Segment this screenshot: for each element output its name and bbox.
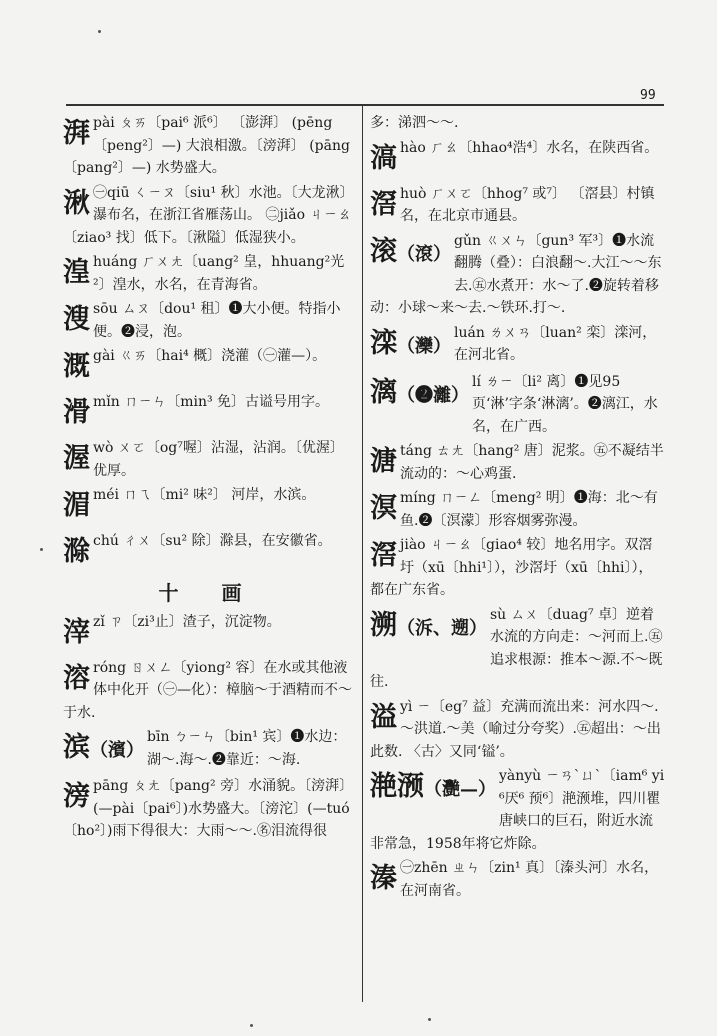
entry-list-before [63, 112, 355, 574]
entry-text: hào ㄏㄠ〔hhao⁴浩⁴〕水名，在陕西省。 [400, 139, 659, 156]
headword-main: 滦 [370, 327, 397, 359]
entry-text: sōu ㄙㄡ〔dou¹ 租〕❶大小便。特指小便。❷浸，泡。 [93, 301, 341, 340]
headword-variant: （灤） [397, 335, 451, 357]
headword: 滑 [63, 397, 90, 428]
dictionary-entry [63, 657, 355, 725]
entry-text: 多：涕泗～～. [370, 115, 459, 131]
entry-text: zǐ ㄗ〔zi³止〕渣子，沉淀物。 [93, 613, 281, 630]
headword: 溉 [63, 351, 90, 382]
headword [370, 322, 451, 369]
headword-main: 滟滪 [370, 771, 424, 802]
entry-text: huò ㄏㄨㄛ〔hhog⁷ 或⁷〕 〔滘县〕村镇名，在北京市通县。 [400, 185, 655, 224]
headword-variant: （泝、遡） [397, 617, 487, 639]
headword [370, 230, 451, 277]
dictionary-entry [370, 440, 666, 485]
dictionary-entry [63, 611, 355, 655]
top-rule [66, 104, 664, 106]
entry-text: chú ㄔㄨ〔su² 除〕滁县，在安徽省。 [93, 533, 332, 549]
entry-text: luán ㄌㄨㄢ〔luan² 栾〕滦河，在河北省。 [454, 324, 657, 363]
headword: 滘 [370, 540, 397, 571]
dictionary-entry [63, 437, 355, 482]
headword: 湃 [63, 118, 90, 149]
headword-variant: （灧—） [424, 779, 496, 800]
entry-text: sù ㄙㄨ〔duag⁷ 卓〕逆着水流的方向走：～河而上.㊄追求根源：推本～源.不～既往. [370, 606, 663, 690]
dictionary-entry [63, 775, 355, 843]
headword: 溢 [370, 701, 397, 733]
dictionary-entry [370, 487, 666, 532]
headword [370, 371, 469, 418]
dictionary-entry [370, 534, 666, 602]
headword: 渥 [63, 443, 90, 474]
dictionary-entry [63, 391, 355, 435]
dictionary-entry [370, 765, 666, 855]
dictionary-entry [63, 484, 355, 528]
scan-speck [428, 1018, 431, 1021]
dictionary-entry [63, 182, 355, 250]
entry-text: mǐn ㄇㄧㄣ〔min³ 免〕古谥号用字。 [93, 394, 330, 410]
headword [370, 604, 487, 651]
headword: 溱 [370, 863, 397, 894]
headword: 滓 [63, 616, 90, 648]
scan-speck [40, 548, 43, 551]
entry-text: yànyù ㄧㄢˋㄩˋ〔iam⁶ yi⁶厌⁶ 预⁶〕滟滪堆，四川瞿唐峡口的巨石，附近水流非常急，1958年将它炸除。 [370, 768, 665, 852]
left-column [63, 112, 355, 1002]
dictionary-entry [370, 183, 666, 228]
dictionary-entry [63, 726, 355, 773]
headword: 溏 [370, 446, 397, 477]
dictionary-entry [370, 371, 666, 439]
headword: 滈 [370, 142, 397, 174]
entry-text: jiào ㄐㄧㄠ〔giao⁴ 较〕地名用字。双滘圩（xū〔hhi¹〕），沙滘圩（xū〔hhi〕），都在广东省。 [370, 537, 653, 598]
dictionary-entry [63, 530, 355, 574]
headword-variant: （滾） [397, 243, 451, 265]
entry-text: huáng ㄏㄨㄤ〔uang² 皇，hhuang²光²〕湟水，水名，在青海省。 [93, 254, 345, 293]
headword [63, 726, 144, 773]
entry-text: ㊀qiū ㄑㄧㄡ〔siu¹ 秋〕水池。〔大龙湫〕瀑布名，在浙江省雁荡山。 ㊁jiǎo ㄐㄧㄠ〔ziao³ 找〕低下。〔湫隘〕低湿狭小。 [63, 184, 354, 246]
entry-list-after [63, 611, 355, 843]
headword: 溲 [63, 304, 90, 335]
entry-text: bīn ㄅㄧㄣ〔bin¹ 宾〕❶水边：湖～.海～.❷靠近：～海. [147, 729, 347, 768]
entry-text: pāng ㄆㄤ〔pang² 旁〕水涌貌。〔滂湃〕(—pài〔pai⁶〕)水势盛大。〔滂沱〕(—tuó〔ho²〕)雨下得很大：大雨～～.㊔泪流得很 [63, 778, 354, 839]
headword: 湟 [63, 257, 90, 288]
headword-main: 滨 [63, 732, 90, 763]
entry-text: ㊀zhēn ㄓㄣ〔zin¹ 真〕〔溱头河〕水名，在河南省。 [400, 860, 659, 899]
headword: 滁 [63, 536, 90, 567]
headword: 湄 [63, 490, 90, 521]
dictionary-entry [370, 696, 666, 764]
headword: 滂 [63, 781, 90, 812]
scan-speck [98, 30, 101, 33]
entry-text: gài ㄍㄞ〔hai⁴ 概〕浇灌（㊀灌—）。 [93, 348, 327, 364]
headword: 溟 [370, 493, 397, 524]
page-number: 99 [640, 88, 656, 103]
headword-variant: （❷灕） [397, 384, 469, 406]
dictionary-entry [63, 345, 355, 389]
entry-text: gǔn ㄍㄨㄣ〔gun³ 军³〕❶水流翻腾（叠）：白浪翻～.大江～～东去.㊄水煮开：水～了.❷旋转着移动：小球～来～去.～铁环.打～. [370, 232, 662, 316]
entry-text: míng ㄇㄧㄥ〔meng² 明〕❶海：北～有鱼.❷〔溟濛〕形容烟雾弥漫。 [400, 490, 658, 529]
headword-variant: （濱） [90, 740, 144, 761]
entry-text: yì ㄧ〔eg⁷ 益〕充满而流出来：河水四～.～洪道.～美（喻过分夸奖）.㊄超出：～出此数. 〈古〉又同‘镒’。 [370, 698, 661, 760]
dictionary-entry [63, 251, 355, 296]
headword-main: 溯 [370, 609, 397, 641]
headword: 滘 [370, 188, 397, 220]
column-divider [362, 104, 363, 1002]
right-column [370, 112, 666, 1002]
entry-text: pài ㄆㄞ〔pai⁶ 派⁶〕 〔澎湃〕 (pēng〔peng²〕—) 大浪相激。〔滂湃〕 (pāng〔pang²〕—) 水势盛大。 [63, 115, 350, 176]
entry-text: táng ㄊㄤ〔hang² 唐〕泥浆。㊄不凝结半流动的：～心鸡蛋. [400, 443, 664, 482]
entry-text: wò ㄨㄛ〔og⁷喔〕沾湿，沾润。〔优渥〕优厚。 [93, 440, 344, 479]
entry-text: lí ㄌㄧ〔li² 离〕❶见95页‘淋’字条‘淋漓’。❷漓江，水名，在广西。 [472, 373, 658, 435]
entry-text: róng ㄖㄨㄥ〔yiong² 容〕在水或其他液体中化开（㊀—化）：樟脑～于酒精而不～于水. [63, 659, 352, 721]
headword: 湫 [63, 187, 90, 219]
dictionary-entry [370, 230, 666, 320]
stroke-count-heading: 十 画 [158, 581, 260, 605]
dictionary-entry [370, 322, 666, 369]
dictionary-entry [370, 857, 666, 902]
headword-main: 滚 [370, 235, 397, 267]
continued-entry [370, 112, 666, 135]
dictionary-entry [63, 112, 355, 180]
dictionary-entry [370, 604, 666, 694]
dictionary-entry [63, 298, 355, 343]
headword [370, 765, 496, 812]
headword: 溶 [63, 662, 90, 694]
entry-text: méi ㄇㄟ〔mi² 味²〕 河岸，水滨。 [93, 487, 316, 503]
headword-main: 漓 [370, 376, 397, 408]
scan-speck [250, 1024, 253, 1027]
dictionary-entry [370, 137, 666, 181]
